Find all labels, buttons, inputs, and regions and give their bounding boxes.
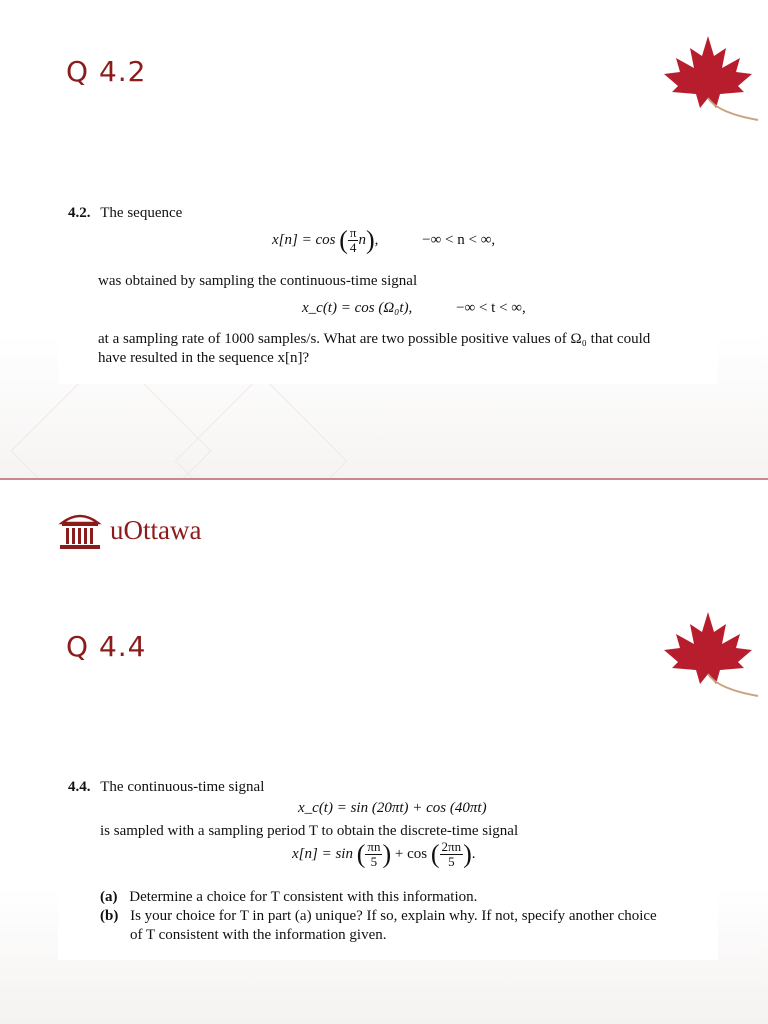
- fraction-denominator: 5: [448, 854, 455, 869]
- equation-operator: + cos: [394, 845, 428, 862]
- problem-text: was obtained by sampling the continuous-time signal: [98, 273, 418, 289]
- slide-q4-4: [0, 480, 768, 1024]
- part-label: (a): [100, 889, 118, 905]
- problem-text: is sampled with a sampling period T to obtain the discrete-time signal: [100, 823, 519, 839]
- equation-domain: −∞ < n < ∞,: [422, 231, 496, 248]
- fraction-denominator: 5: [370, 854, 378, 869]
- problem-number: 4.4.: [68, 779, 91, 795]
- problem-intro: The continuous-time signal: [100, 779, 265, 795]
- fraction-numerator: 2πn: [441, 839, 462, 854]
- equation-xn: x[n] = cos ( $\frac{\pi}{4}$ n), −∞ < n < ∞,: [272, 225, 496, 255]
- background-pattern: [175, 375, 348, 478]
- problem-intro: The sequence: [100, 205, 183, 221]
- part-a: [100, 888, 477, 906]
- logo-text: uOttawa: [110, 514, 202, 545]
- part-text: Is your choice for T in part (a) unique? If so, explain why. If not, specify another choice: [130, 908, 657, 924]
- fraction-numerator: πn: [367, 839, 381, 854]
- problem-4-2: [58, 196, 718, 384]
- part-b: [100, 907, 657, 925]
- part-text: Determine a choice for T consistent with this information.: [129, 889, 478, 905]
- equation-xc: [298, 800, 487, 817]
- equation-body: x_c(t) = sin (20πt) + cos (40πt): [298, 800, 487, 816]
- equation-lhs: x[n] = sin: [292, 845, 353, 862]
- uottawa-logo: [58, 509, 201, 551]
- fraction-denominator: 4: [349, 240, 357, 255]
- maple-leaf-icon: [648, 28, 768, 128]
- part-label: (b): [100, 908, 119, 924]
- equation-var: n: [358, 231, 366, 248]
- university-building-icon: [58, 509, 102, 551]
- problem-text: have resulted in the sequence x[n]?: [98, 350, 310, 366]
- part-b-continued: of T consistent with the information given.: [130, 927, 387, 943]
- equation-end: .: [471, 845, 476, 862]
- equation-body: x_c(t) = cos (Ω₀t),: [302, 300, 413, 316]
- fraction-numerator: π: [349, 225, 357, 240]
- equation-xc: [302, 300, 526, 317]
- equation-lhs: x[n] = cos: [272, 231, 336, 248]
- equation-xn: x[n] = sin ( $\frac{\pi n}{5}$ ) + cos ( $\frac{2\pi n}{5}$ ).: [292, 839, 476, 869]
- problem-text: at a sampling rate of 1000 samples/s. What are two possible positive values of Ω₀ that could: [98, 331, 651, 347]
- slide-title: Q 4.4: [66, 630, 147, 663]
- slide-title: Q 4.2: [66, 55, 147, 88]
- problem-4-4: [58, 770, 718, 960]
- maple-leaf-icon: [648, 604, 768, 704]
- equation-domain: −∞ < t < ∞,: [456, 300, 526, 316]
- problem-number: 4.2.: [68, 205, 91, 221]
- slide-q4-2: [0, 0, 768, 478]
